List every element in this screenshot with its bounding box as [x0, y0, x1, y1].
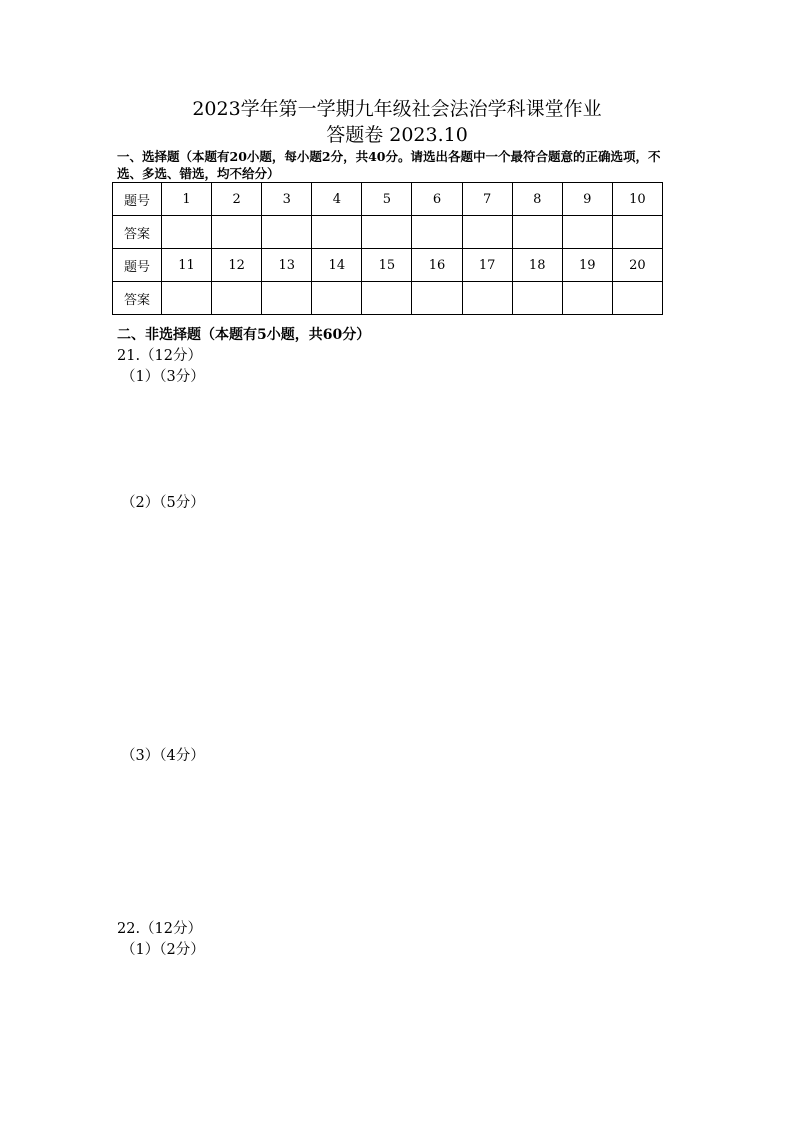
question-number-cell: 15	[362, 249, 412, 282]
question-number-cell: 10	[612, 183, 662, 216]
question-21-part-2-label: （2）（5分）	[121, 495, 205, 511]
answer-cell[interactable]	[612, 282, 662, 315]
answer-cell[interactable]	[612, 216, 662, 249]
answer-cell[interactable]	[262, 216, 312, 249]
question-number-cell: 1	[162, 183, 212, 216]
question-number-cell: 18	[512, 249, 562, 282]
answer-cell[interactable]	[212, 216, 262, 249]
question-number-cell: 17	[462, 249, 512, 282]
answer-cell[interactable]	[362, 216, 412, 249]
question-21-part-1-label: （1）（3分）	[121, 369, 205, 385]
answer-cell[interactable]	[462, 282, 512, 315]
answer-cell[interactable]	[362, 282, 412, 315]
question-number-cell: 8	[512, 183, 562, 216]
answer-cell[interactable]	[562, 282, 612, 315]
answer-cell[interactable]	[262, 282, 312, 315]
answer-row	[113, 282, 663, 315]
question-number-row	[113, 183, 663, 216]
question-number-label: 题号	[113, 249, 162, 282]
answer-cell[interactable]	[512, 216, 562, 249]
question-number-cell: 12	[212, 249, 262, 282]
question-22-label: 22.（12分）	[117, 921, 203, 937]
answer-cell[interactable]	[412, 282, 462, 315]
question-number-cell: 6	[412, 183, 462, 216]
answer-grid-table	[112, 182, 663, 315]
question-number-cell: 19	[562, 249, 612, 282]
answer-row	[113, 216, 663, 249]
answer-cell[interactable]	[412, 216, 462, 249]
answer-cell[interactable]	[312, 282, 362, 315]
question-number-cell: 16	[412, 249, 462, 282]
answer-cell[interactable]	[512, 282, 562, 315]
question-number-cell: 5	[362, 183, 412, 216]
section-free-response-heading: 二、非选择题（本题有5小题，共60分）	[117, 327, 371, 343]
question-number-cell: 20	[612, 249, 662, 282]
question-number-cell: 11	[162, 249, 212, 282]
answer-cell[interactable]	[162, 282, 212, 315]
section-multiple-choice-heading: 一、选择题（本题有20小题，每小题2分，共40分。请选出各题中一个最符合题意的正确选项，不选、多选、错选，均不给分）	[117, 149, 661, 181]
question-number-cell: 7	[462, 183, 512, 216]
question-number-cell: 3	[262, 183, 312, 216]
question-number-cell: 4	[312, 183, 362, 216]
question-number-cell: 14	[312, 249, 362, 282]
question-21-part-3-label: （3）（4分）	[121, 748, 205, 764]
answer-cell[interactable]	[212, 282, 262, 315]
answer-cell[interactable]	[312, 216, 362, 249]
document-title: 2023学年第一学期九年级社会法治学科课堂作业	[192, 98, 602, 120]
question-number-cell: 13	[262, 249, 312, 282]
question-22-part-1-label: （1）（2分）	[121, 942, 205, 958]
question-number-row	[113, 249, 663, 282]
answer-cell[interactable]	[562, 216, 612, 249]
answer-label: 答案	[113, 216, 162, 249]
answer-label: 答案	[113, 282, 162, 315]
document-subtitle: 答题卷 2023.10	[326, 124, 468, 146]
question-number-label: 题号	[113, 183, 162, 216]
question-number-cell: 9	[562, 183, 612, 216]
answer-cell[interactable]	[162, 216, 212, 249]
question-21-label: 21.（12分）	[117, 348, 203, 364]
answer-cell[interactable]	[462, 216, 512, 249]
question-number-cell: 2	[212, 183, 262, 216]
